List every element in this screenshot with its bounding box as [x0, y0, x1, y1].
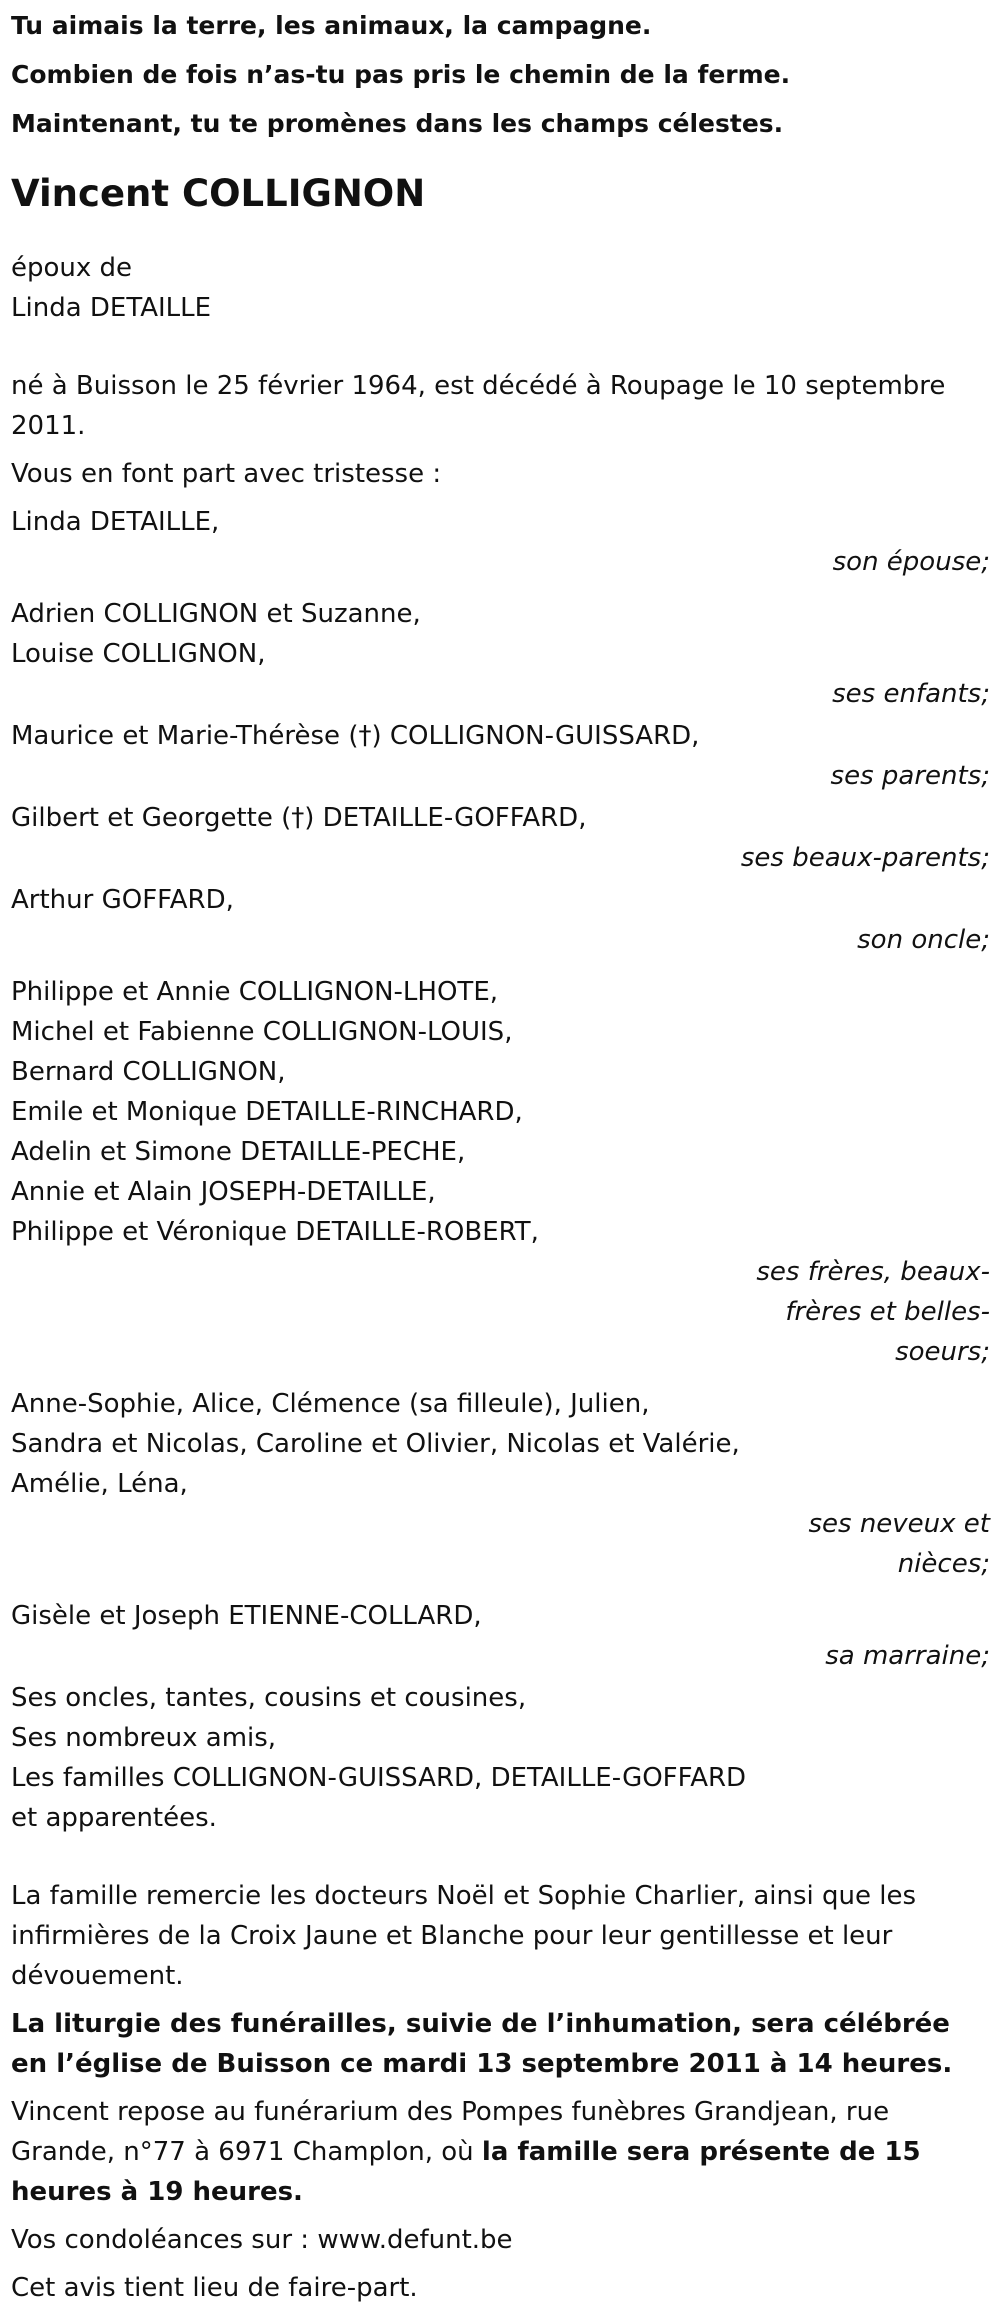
family-role: ses neveux et nièces;	[808, 1509, 990, 1579]
family-name: Arthur GOFFARD,	[11, 885, 234, 915]
poem-line-3: Maintenant, tu te promènes dans les champs célestes.	[11, 109, 784, 138]
funeral-text: La liturgie des funérailles, suivie de l’inhumation, sera célébrée en l’église de Buisson ce mardi 13 septembre 2011 à 14 heures.	[11, 2009, 953, 2079]
family-role: ses enfants;	[832, 679, 990, 709]
others-line: Les familles COLLIGNON-GUISSARD, DETAILLE-GOFFARD	[11, 1763, 747, 1793]
family-name: Philippe et Annie COLLIGNON-LHOTE,	[11, 977, 499, 1007]
family-name: Gisèle et Joseph ETIENNE-COLLARD,	[11, 1601, 482, 1631]
family-entry	[11, 502, 990, 582]
family-entry	[11, 798, 990, 878]
family-name: Louise COLLIGNON,	[11, 639, 266, 669]
spouse-block	[11, 248, 990, 328]
family-name: Michel et Fabienne COLLIGNON-LOUIS,	[11, 1017, 513, 1047]
family-name: Emile et Monique DETAILLE-RINCHARD,	[11, 1097, 523, 1127]
family-role: sa marraine;	[825, 1641, 990, 1671]
family-entry	[11, 716, 990, 796]
family-name: Linda DETAILLE,	[11, 507, 220, 537]
thanks-text: La famille remercie les docteurs Noël et Sophie Charlier, ainsi que les infirmières de la Croix Jaune et Blanche pour leur gentillesse et leur dévouement.	[11, 1881, 917, 1991]
family-entry	[11, 594, 990, 714]
condolences-text: Vos condoléances sur : www.defunt.be	[11, 2225, 513, 2255]
family-entry	[11, 972, 990, 1372]
family-name: Amélie, Léna,	[11, 1469, 188, 1499]
spouse-intro: époux de	[11, 253, 133, 283]
spouse-name: Linda DETAILLE	[11, 293, 212, 323]
poem-line-2: Combien de fois n’as-tu pas pris le chemin de la ferme.	[11, 60, 791, 89]
family-role: ses parents;	[830, 761, 990, 791]
family-entry	[11, 880, 990, 960]
others-list	[11, 1678, 990, 1838]
family-name: Sandra et Nicolas, Caroline et Olivier, Nicolas et Valérie,	[11, 1429, 740, 1459]
others-line: Ses oncles, tantes, cousins et cousines,	[11, 1683, 527, 1713]
rest-text	[11, 2092, 990, 2212]
birth-death-text: né à Buisson le 25 février 1964, est décédé à Roupage le 10 septembre 2011.	[11, 371, 946, 441]
family-name: Maurice et Marie-Thérèse (†) COLLIGNON-GUISSARD,	[11, 721, 700, 751]
family-role: ses frères, beaux-frères et belles-soeurs;	[756, 1257, 990, 1367]
family-list	[11, 502, 990, 1676]
poem	[11, 6, 990, 144]
others-line: et apparentées.	[11, 1803, 217, 1833]
family-entry	[11, 1384, 990, 1584]
family-name: Adrien COLLIGNON et Suzanne,	[11, 599, 421, 629]
rest-text-plain: Vincent repose au funérarium des Pompes funèbres Grandjean, rue Grande, n°77 à 6971 Champlon, où	[11, 2097, 890, 2167]
poem-line-1: Tu aimais la terre, les animaux, la campagne.	[11, 11, 652, 40]
family-role: ses beaux-parents;	[740, 843, 990, 873]
notice-text: Cet avis tient lieu de faire-part.	[11, 2273, 418, 2303]
rest-text-bold: la famille sera présente de 15 heures à 19 heures.	[11, 2137, 921, 2207]
family-role: son épouse;	[832, 547, 990, 577]
announcement-intro: Vous en font part avec tristesse :	[11, 459, 442, 489]
family-name: Annie et Alain JOSEPH-DETAILLE,	[11, 1177, 436, 1207]
family-entry	[11, 1596, 990, 1676]
family-role: son oncle;	[857, 925, 990, 955]
family-name: Adelin et Simone DETAILLE-PECHE,	[11, 1137, 466, 1167]
others-line: Ses nombreux amis,	[11, 1723, 277, 1753]
deceased-name: Vincent COLLIGNON	[11, 172, 426, 215]
family-name: Bernard COLLIGNON,	[11, 1057, 286, 1087]
family-name: Gilbert et Georgette (†) DETAILLE-GOFFARD,	[11, 803, 587, 833]
family-name: Philippe et Véronique DETAILLE-ROBERT,	[11, 1217, 539, 1247]
family-name: Anne-Sophie, Alice, Clémence (sa filleule), Julien,	[11, 1389, 650, 1419]
